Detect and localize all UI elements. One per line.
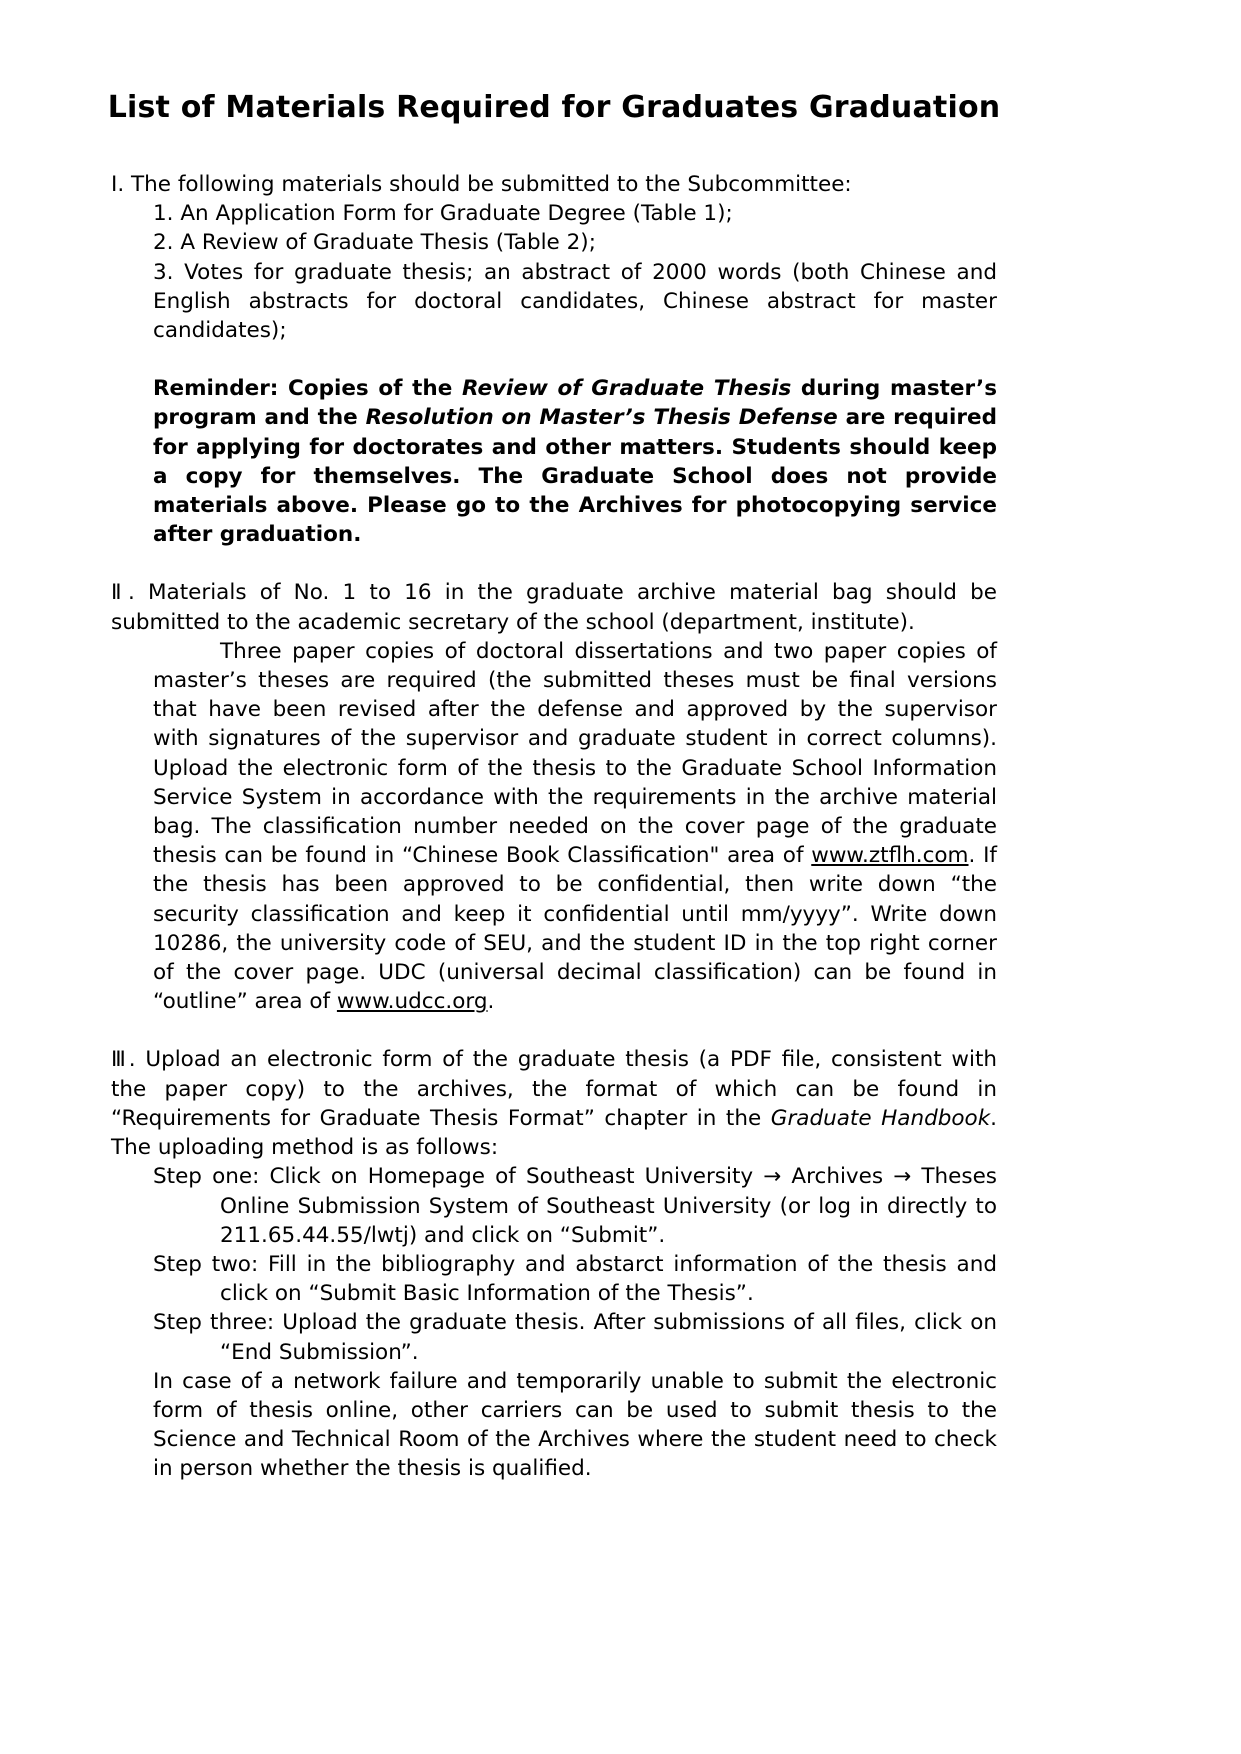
section-2 [111, 578, 997, 1016]
document-page [107, 88, 1001, 1484]
reminder-paragraph [111, 374, 997, 549]
section-3-heading [111, 1045, 997, 1162]
ztflh-link[interactable]: www.ztflh.com [811, 843, 969, 869]
section-1-item-3: 3. Votes for graduate thesis; an abstract of 2000 words (both Chinese and English abstracts for doctoral candidates, Chinese abstract for master candidates); [153, 259, 997, 344]
section-2-text: Three paper copies of doctoral dissertations and two paper copies of master’s theses are required (the submitted theses must be final versions that have been revised after the defense and approved by the supervisor with signatures of the supervisor and graduate student in correct columns). Upload the electronic form of the thesis to the Graduate School Information Service System in accordance with the requirements in the archive material bag. The classification number needed on the cover page of the graduate thesis can be found in “Chinese Book Classification" area of [153, 638, 997, 869]
section-1-item-2: 2. A Review of Graduate Thesis (Table 2); [153, 230, 596, 256]
section-2-body [111, 637, 997, 1017]
step-three: Step three: Upload the graduate thesis. After submissions of all files, click on “End Submission”. [153, 1310, 997, 1365]
section-3-text: Ⅲ. Upload an electronic form of the graduate thesis (a PDF file, consistent with the paper copy) to the archives, the format of which can be found in “Requirements for Graduate Thesis Format” chapter in the [111, 1047, 997, 1131]
section-3 [111, 1045, 997, 1483]
document-title: List of Materials Required for Graduates Graduation [107, 90, 1001, 125]
reminder-italic-title-1: Review of Graduate Thesis [461, 376, 792, 402]
reminder-text: Reminder: Copies of the [153, 376, 462, 402]
reminder-text: are required for applying for doctorates and other matters. Students should keep a copy for themselves. The Graduate School does not provide materials above. Please go to the Archives for photocopying service after graduation. [153, 405, 997, 548]
section-2-text: . If the thesis has been approved to be confidential, then write down “the security classification and keep it confidential until mm/yyyy”. Write down 10286, the university code of SEU, and the student ID in the top right corner of the cover page. UDC (universal decimal classification) can be found in “outline” area of [153, 843, 997, 1015]
section-1 [111, 170, 997, 549]
reminder-italic-title-2: Resolution on Master’s Thesis Defense [365, 405, 838, 431]
section-3-text: . The uploading method is as follows: [111, 1105, 997, 1161]
section-2-text: . [487, 989, 495, 1015]
graduate-handbook-title: Graduate Handbook [770, 1105, 991, 1131]
network-failure-note: In case of a network failure and temporarily unable to submit the electronic form of thesis online, other carriers can be used to submit thesis to the Science and Technical Room of the Archives where the student need to check in person whether the thesis is qualified. [153, 1368, 997, 1482]
step-one: Step one: Click on Homepage of Southeast University → Archives → Theses Online Submission System of Southeast University (or log in directly to 211.65.44.55/lwtj) and click on “Submit”. [153, 1164, 997, 1248]
section-1-item-1: 1. An Application Form for Graduate Degree (Table 1); [153, 201, 733, 227]
section-2-heading: Ⅱ. Materials of No. 1 to 16 in the graduate archive material bag should be submitted to the academic secretary of the school (department, institute). [111, 580, 997, 635]
reminder-text: during master’s program and the [153, 376, 997, 431]
udcc-link[interactable]: www.udcc.org [336, 989, 488, 1015]
step-two: Step two: Fill in the bibliography and abstarct information of the thesis and click on “Submit Basic Information of the Thesis”. [153, 1251, 997, 1307]
section-1-heading: I. The following materials should be submitted to the Subcommittee: [111, 172, 852, 197]
